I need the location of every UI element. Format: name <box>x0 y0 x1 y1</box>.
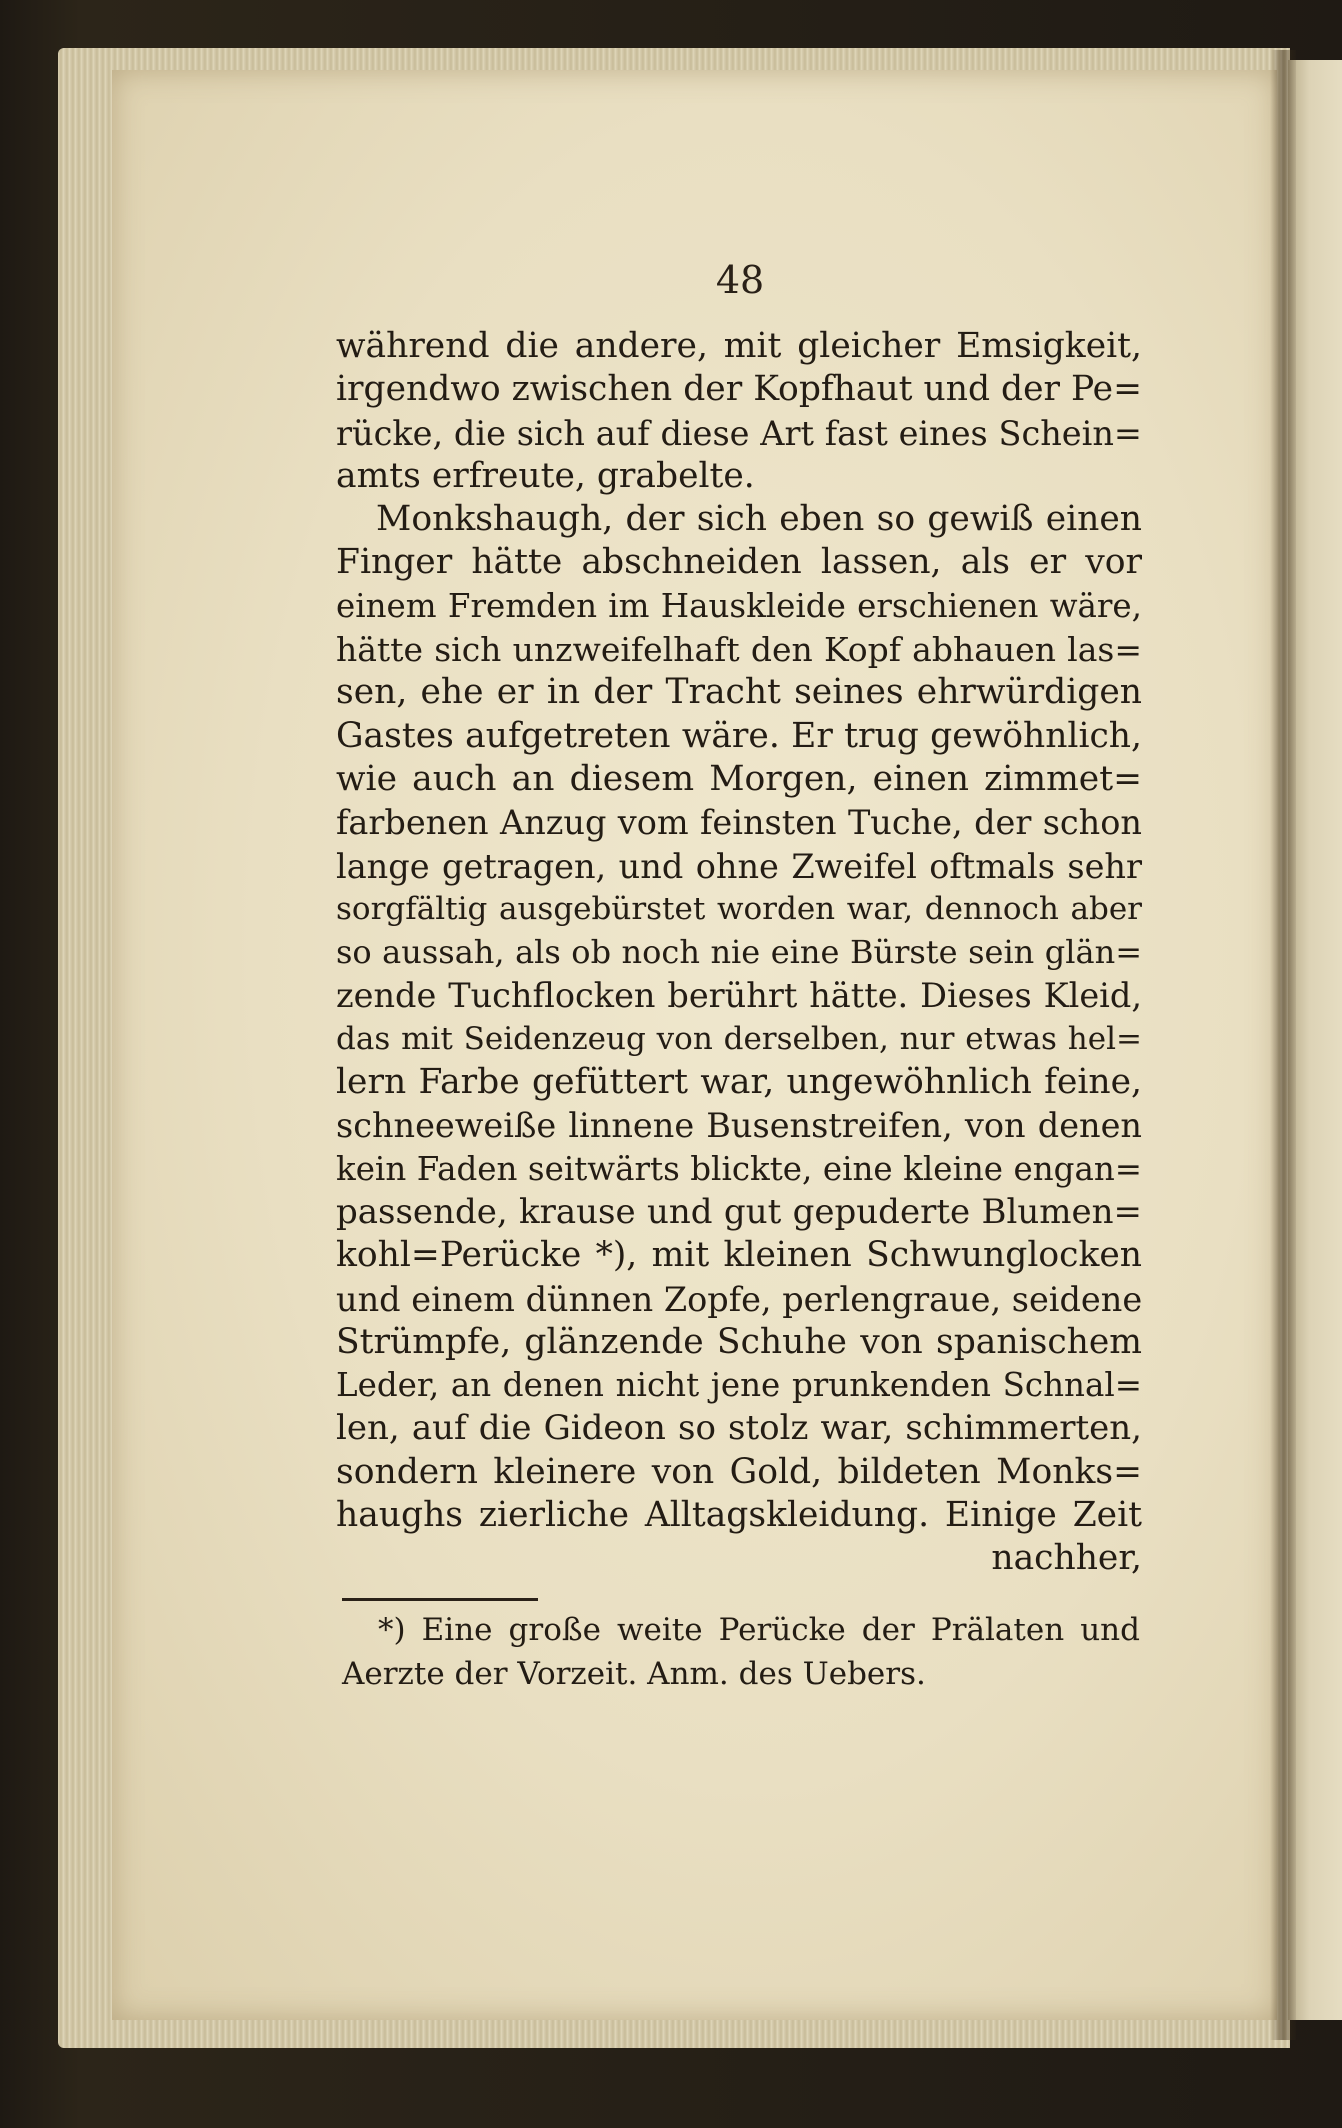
text-line: irgendwo zwischen der Kopfhaut und der Pe= <box>336 369 1142 410</box>
text-line: zende Tuchflocken berührt hätte. Dieses Kleid, <box>336 976 1142 1016</box>
text-line: amts erfreute, grabelte. <box>336 455 755 496</box>
text-line: passende, krause und gut gepuderte Blumen= <box>336 1191 1142 1232</box>
text-line: schneeweiße linnene Busenstreifen, von denen <box>336 1106 1142 1146</box>
text-line: farbenen Anzug vom feinsten Tuche, der schon <box>336 803 1142 843</box>
text-line: kein Faden seitwärts blickte, eine kleine engan= <box>336 1149 1142 1188</box>
facing-page-edge <box>1288 60 1342 2020</box>
text-line: rücke, die sich auf diese Art fast eines Schein= <box>336 413 1142 453</box>
text-line: und einem dünnen Zopfe, perlengraue, seidene <box>336 1279 1143 1319</box>
text-line: Leder, an denen nicht jene prunkenden Schnal= <box>336 1366 1142 1405</box>
text-line: lange getragen, und ohne Zweifel oftmals sehr <box>336 846 1142 886</box>
text-line: lern Farbe gefüttert war, ungewöhnlich feine, <box>336 1062 1142 1103</box>
text-line: sorgfältig ausgebürstet worden war, dennoch aber <box>336 890 1142 927</box>
text-line: kohl=Perücke *), mit kleinen Schwunglocken <box>336 1235 1142 1276</box>
text-line: Gastes aufgetreten wäre. Er trug gewöhnlich, <box>336 715 1142 756</box>
text-line: sondern kleinere von Gold, bildeten Monks= <box>336 1451 1142 1492</box>
text-line: wie auch an diesem Morgen, einen zimmet= <box>336 758 1142 799</box>
text-line: hätte sich unzweifelhaft den Kopf abhauen las= <box>336 630 1142 670</box>
text-line: so aussah, als ob noch nie eine Bürste sein glän= <box>336 933 1142 972</box>
footnote <box>342 1608 1140 1696</box>
text-line: einem Fremden im Hauskleide erschienen wäre, <box>336 586 1142 625</box>
text-line: Monkshaugh, der sich eben so gewiß einen <box>376 499 1142 540</box>
page-number: 48 <box>715 258 765 302</box>
text-line: Strümpfe, glänzende Schuhe von spanischem <box>336 1321 1142 1362</box>
text-line: während die andere, mit gleicher Emsigkeit, <box>336 326 1142 366</box>
text-line: haughs zierliche Alltagskleidung. Einige Zeit <box>336 1495 1142 1536</box>
book-gutter <box>1270 50 1296 2040</box>
text-line: das mit Seidenzeug von derselben, nur etwas hel= <box>336 1020 1142 1057</box>
body-text <box>336 325 1142 1581</box>
text-line: sen, ehe er in der Tracht seines ehrwürdigen <box>336 672 1142 713</box>
footnote-rule <box>342 1598 538 1601</box>
text-line: len, auf die Gideon so stolz war, schimmerten, <box>336 1408 1142 1449</box>
text-line: Finger hätte abschneiden lassen, als er vor <box>336 542 1142 583</box>
catchword: nachher, <box>991 1538 1142 1579</box>
footnote-line: Aerzte der Vorzeit. Anm. des Uebers. <box>342 1656 926 1692</box>
footnote-line: *) Eine große weite Perücke der Prälaten und <box>378 1612 1140 1648</box>
